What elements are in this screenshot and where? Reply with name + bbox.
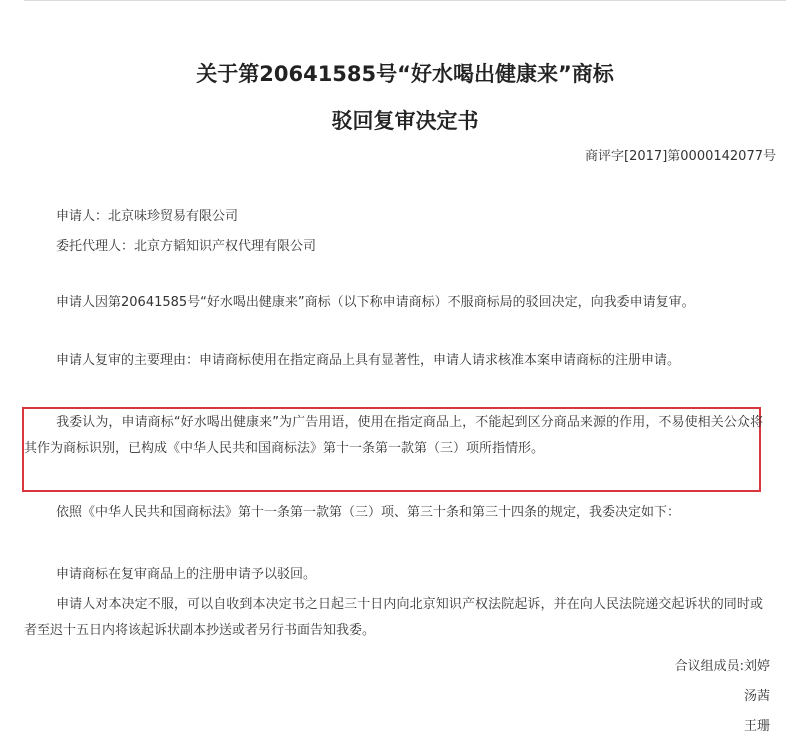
paragraph-1-text: 申请人因第20641585号“好水喝出健康来”商标（以下称申请商标）不服商标局的驳回决定，向我委申请复审。	[56, 295, 695, 310]
paragraph-6-text: 申请人对本决定不服，可以自收到本决定书之日起三十日内向北京知识产权法院起诉，并在向人民法院递交起诉状的同时或者至迟十五日内将该起诉状副本抄送或者另行书面告知我委。	[24, 597, 763, 638]
paragraph-3-text: 我委认为，申请商标“好水喝出健康来”为广告用语，使用在指定商品上，不能起到区分商品来源的作用，不易使相关公众将其作为商标识别，已构成《中华人民共和国商标法》第十一条第一款第（三）项所指情形。	[24, 415, 763, 456]
paragraph-4-text: 依照《中华人民共和国商标法》第十一条第一款第（三）项、第三十条和第三十四条的规定，我委决定如下：	[56, 505, 681, 520]
paragraph-5-text: 申请商标在复审商品上的注册申请予以驳回。	[56, 567, 317, 582]
paragraph-1	[24, 290, 763, 316]
paragraph-6	[24, 592, 763, 644]
paragraph-2	[24, 348, 763, 374]
panel-members-label: 合议组成员:刘婷	[674, 659, 770, 674]
document-title: 关于第20641585号“好水喝出健康来”商标	[196, 62, 614, 86]
top-divider	[24, 0, 786, 1]
document-subtitle: 驳回复审决定书	[331, 109, 479, 133]
applicant-line: 申请人：北京味珍贸易有限公司	[56, 209, 239, 224]
panel-member-2: 汤茜	[743, 689, 770, 704]
paragraph-3	[24, 410, 763, 462]
paragraph-2-text: 申请人复审的主要理由：申请商标使用在指定商品上具有显著性，申请人请求核准本案申请商标的注册申请。	[56, 353, 681, 368]
agent-line: 委托代理人：北京方韬知识产权代理有限公司	[56, 239, 317, 254]
paragraph-4	[24, 500, 763, 526]
reference-number: 商评字[2017]第0000142077号	[585, 149, 776, 164]
paragraph-5	[24, 562, 763, 588]
panel-member-3: 王珊	[743, 719, 770, 734]
